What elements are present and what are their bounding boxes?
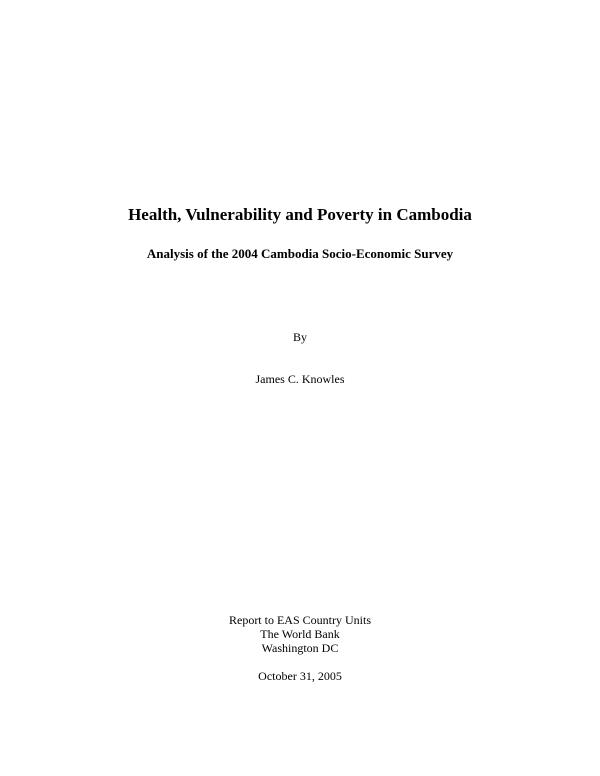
document-title: Health, Vulnerability and Poverty in Cambodia	[128, 205, 472, 224]
document-subtitle: Analysis of the 2004 Cambodia Socio-Economic Survey	[146, 246, 454, 261]
spacer	[0, 655, 600, 669]
report-organization: The World Bank	[260, 627, 340, 641]
report-recipient: Report to EAS Country Units	[228, 613, 371, 627]
by-label: By	[292, 330, 307, 344]
report-info	[0, 613, 600, 683]
report-location: Washington DC	[261, 641, 339, 655]
author-name: James C. Knowles	[255, 372, 345, 386]
report-date: October 31, 2005	[258, 669, 342, 683]
